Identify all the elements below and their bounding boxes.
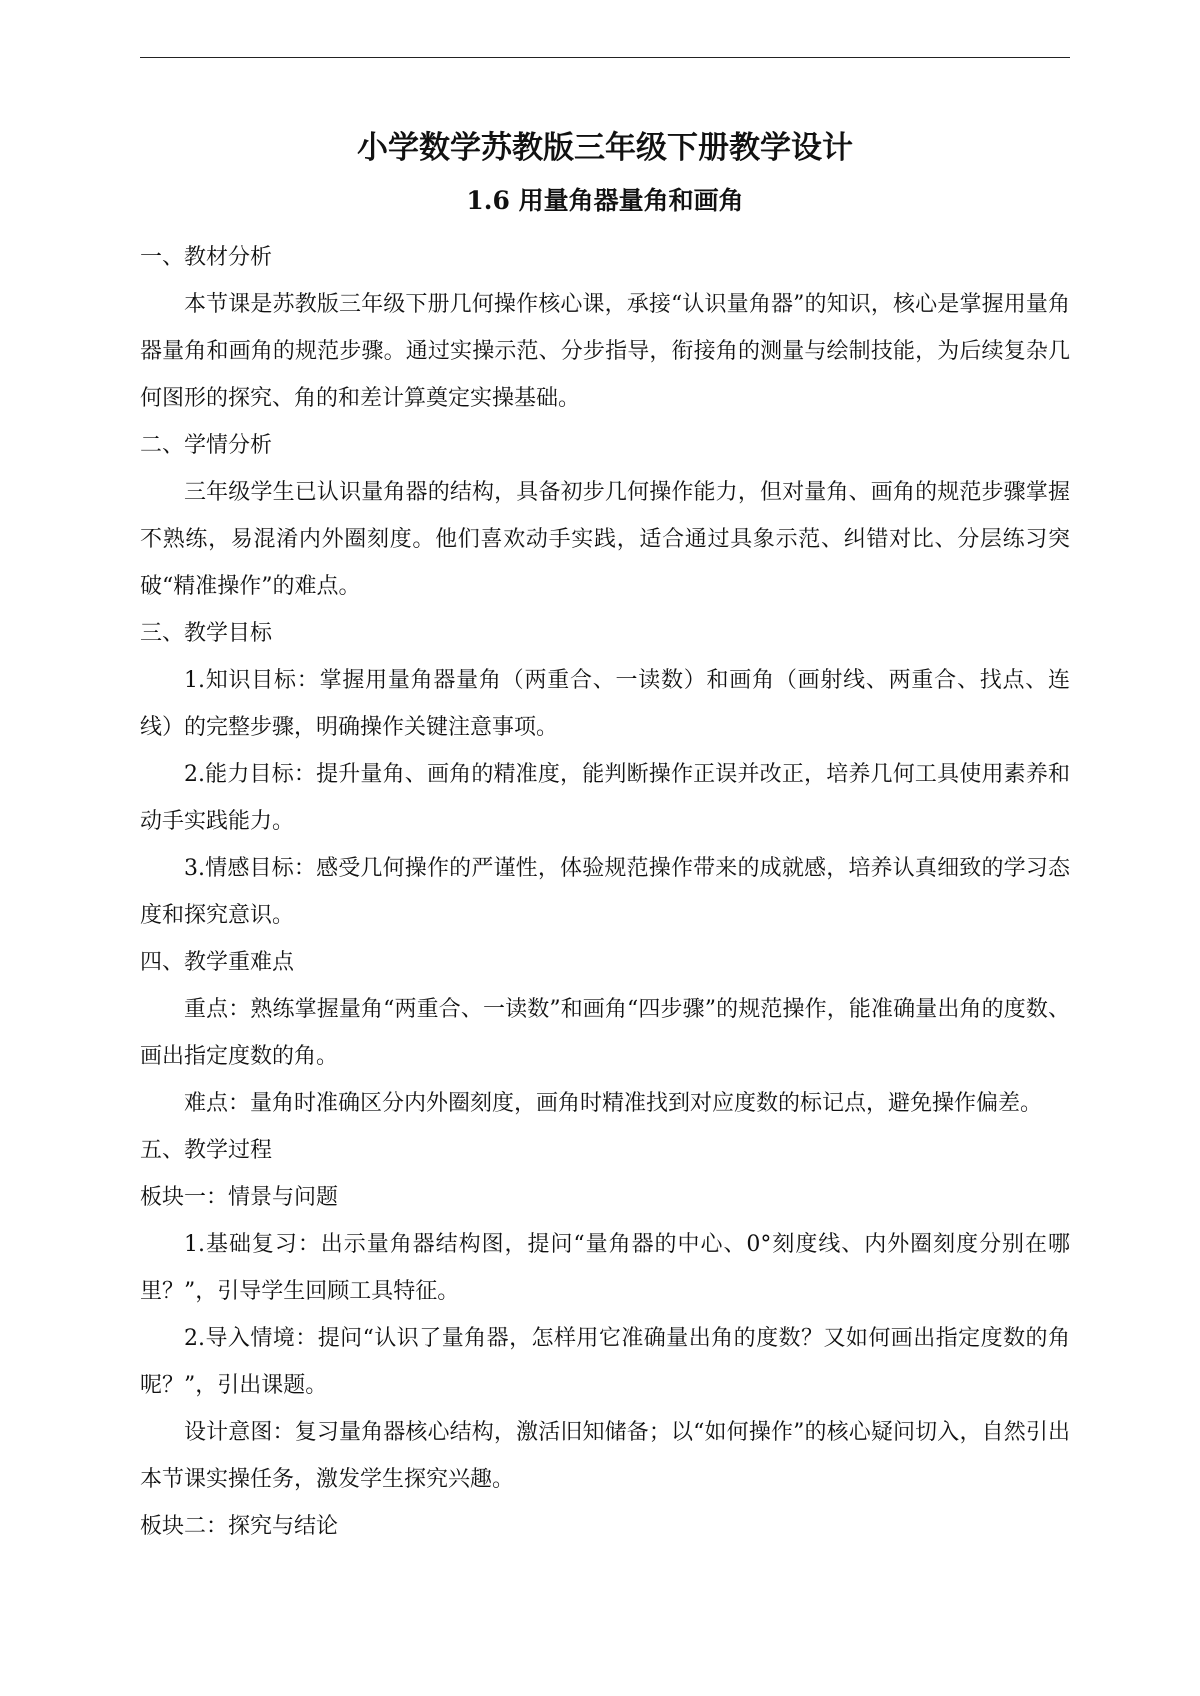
document-title: 小学数学苏教版三年级下册教学设计 <box>357 130 853 166</box>
section-heading-textbook-analysis: 一、教材分析 <box>140 245 273 270</box>
header-rule <box>140 57 1070 58</box>
paragraph: 设计意图：复习量角器核心结构，激活旧知储备；以“如何操作”的核心疑问切入，自然引出本节课实操任务，激发学生探究兴趣。 <box>140 1420 1070 1492</box>
section-heading-teaching-goals: 三、教学目标 <box>140 621 273 646</box>
section-heading-key-difficulties: 四、教学重难点 <box>140 950 295 975</box>
document-body <box>140 120 1070 1550</box>
paragraph: 2.能力目标：提升量角、画角的精准度，能判断操作正误并改正，培养几何工具使用素养和动手实践能力。 <box>140 762 1070 834</box>
paragraph: 3.情感目标：感受几何操作的严谨性，体验规范操作带来的成就感，培养认真细致的学习态度和探究意识。 <box>140 856 1070 928</box>
paragraph: 三年级学生已认识量角器的结构，具备初步几何操作能力，但对量角、画角的规范步骤掌握不熟练，易混淆内外圈刻度。他们喜欢动手实践，适合通过具象示范、纠错对比、分层练习突破“精准操作”的难点。 <box>140 480 1070 599</box>
paragraph: 2.导入情境：提问“认识了量角器，怎样用它准确量出角的度数？又如何画出指定度数的角呢？”，引出课题。 <box>140 1326 1070 1398</box>
paragraph: 1.知识目标：掌握用量角器量角（两重合、一读数）和画角（画射线、两重合、找点、连线）的完整步骤，明确操作关键注意事项。 <box>140 668 1070 740</box>
lesson-title: 1.6 用量角器量角和画角 <box>466 186 744 215</box>
section-heading-teaching-process: 五、教学过程 <box>140 1138 273 1163</box>
paragraph: 本节课是苏教版三年级下册几何操作核心课，承接“认识量角器”的知识，核心是掌握用量角器量角和画角的规范步骤。通过实操示范、分步指导，衔接角的测量与绘制技能，为后续复杂几何图形的探究、角的和差计算奠定实操基础。 <box>140 292 1070 411</box>
paragraph: 难点：量角时准确区分内外圈刻度，画角时精准找到对应度数的标记点，避免操作偏差。 <box>184 1091 1043 1116</box>
paragraph: 重点：熟练掌握量角“两重合、一读数”和画角“四步骤”的规范操作，能准确量出角的度数、画出指定度数的角。 <box>140 997 1070 1069</box>
paragraph: 1.基础复习：出示量角器结构图，提问“量角器的中心、0°刻度线、内外圈刻度分别在哪里？”，引导学生回顾工具特征。 <box>140 1232 1070 1304</box>
block-heading-scene-and-question: 板块一：情景与问题 <box>140 1185 339 1210</box>
block-heading-exploration-and-conclusion: 板块二：探究与结论 <box>140 1514 339 1539</box>
section-heading-student-analysis: 二、学情分析 <box>140 433 273 458</box>
